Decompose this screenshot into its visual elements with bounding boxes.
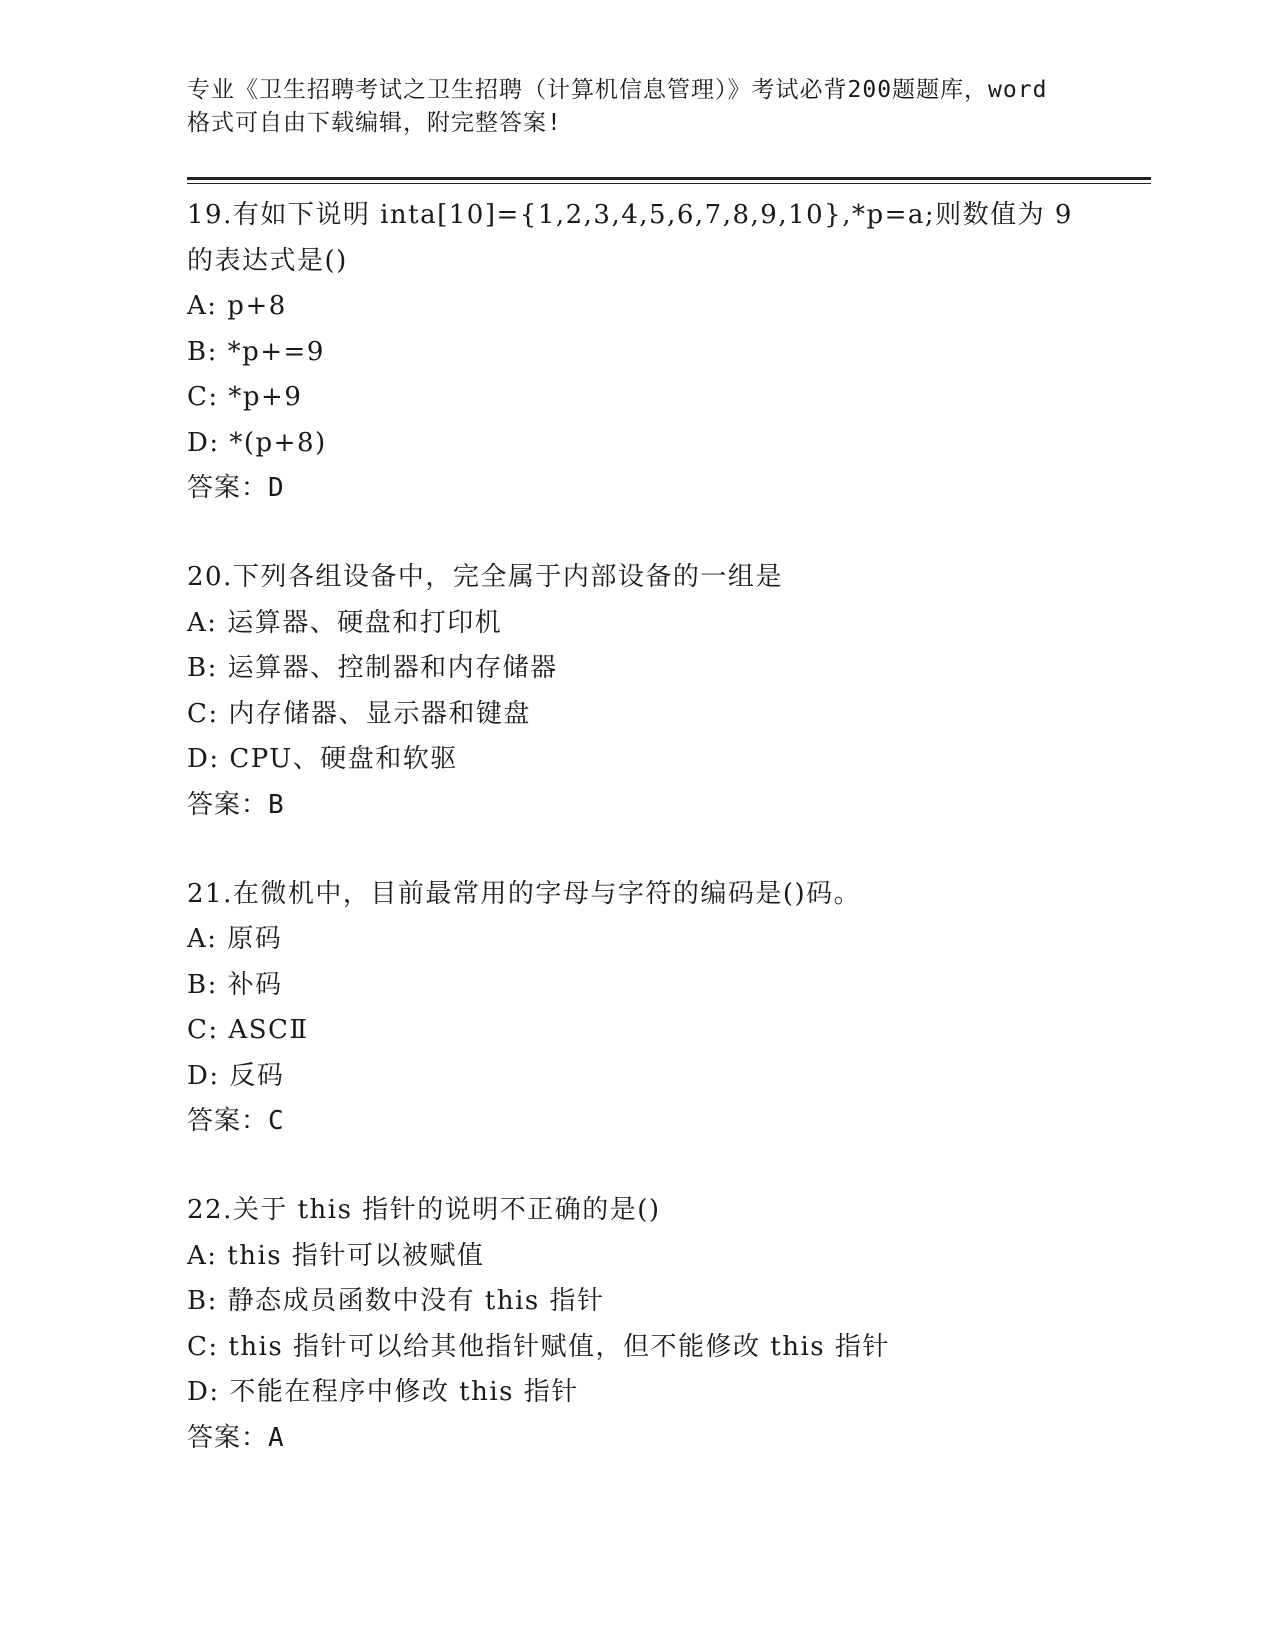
answer-line: 答案：A bbox=[187, 1422, 285, 1453]
option-a: A: this 指针可以被赋值 bbox=[187, 1240, 485, 1271]
option-d: D: 反码 bbox=[187, 1060, 285, 1091]
option-c: C: ASCⅡ bbox=[187, 1015, 309, 1045]
question-stem-line: 的表达式是() bbox=[187, 245, 348, 276]
option-a: A: 运算器、硬盘和打印机 bbox=[187, 607, 503, 638]
option-c: C: 内存储器、显示器和键盘 bbox=[187, 698, 531, 729]
question-21 bbox=[187, 872, 1087, 1145]
question-stem-line: 20.下列各组设备中，完全属于内部设备的一组是 bbox=[187, 562, 783, 592]
header-line-1: 专业《卫生招聘考试之卫生招聘（计算机信息管理）》考试必背200题题库，word bbox=[187, 77, 1048, 103]
question-stem-line: 19.有如下说明 inta[10]={1,2,3,4,5,6,7,8,9,10},*p=a;则数值为 9 bbox=[187, 200, 1073, 230]
question-20 bbox=[187, 555, 1087, 828]
option-d: D: CPU、硬盘和软驱 bbox=[187, 744, 458, 774]
option-d: D: *(p+8) bbox=[187, 427, 327, 458]
document-header bbox=[187, 74, 1087, 140]
question-stem bbox=[187, 555, 1087, 601]
question-stem-line: 21.在微机中，目前最常用的字母与字符的编码是()码。 bbox=[187, 878, 862, 909]
question-list bbox=[187, 193, 1087, 1505]
option-b: B: 补码 bbox=[187, 969, 283, 1000]
question-22 bbox=[187, 1188, 1087, 1461]
answer-line: 答案：C bbox=[187, 1106, 285, 1136]
question-stem-line: 22.关于 this 指针的说明不正确的是() bbox=[187, 1195, 661, 1225]
option-a: A: 原码 bbox=[187, 924, 283, 954]
question-stem bbox=[187, 872, 1087, 918]
question-19 bbox=[187, 193, 1087, 511]
option-b: B: 运算器、控制器和内存储器 bbox=[187, 653, 558, 683]
question-stem bbox=[187, 193, 1087, 284]
header-divider-thick bbox=[187, 177, 1151, 180]
header-line-2: 格式可自由下载编辑，附完整答案! bbox=[187, 110, 562, 136]
option-d: D: 不能在程序中修改 this 指针 bbox=[187, 1377, 579, 1407]
option-c: C: this 指针可以给其他指针赋值，但不能修改 this 指针 bbox=[187, 1331, 890, 1362]
option-a: A: p+8 bbox=[187, 291, 287, 321]
option-b: B: *p+=9 bbox=[187, 336, 325, 367]
answer-line: 答案：B bbox=[187, 789, 285, 820]
answer-line: 答案：D bbox=[187, 473, 285, 503]
option-c: C: *p+9 bbox=[187, 382, 303, 412]
option-b: B: 静态成员函数中没有 this 指针 bbox=[187, 1286, 605, 1316]
question-stem bbox=[187, 1188, 1087, 1234]
header-divider-thin bbox=[187, 183, 1151, 184]
